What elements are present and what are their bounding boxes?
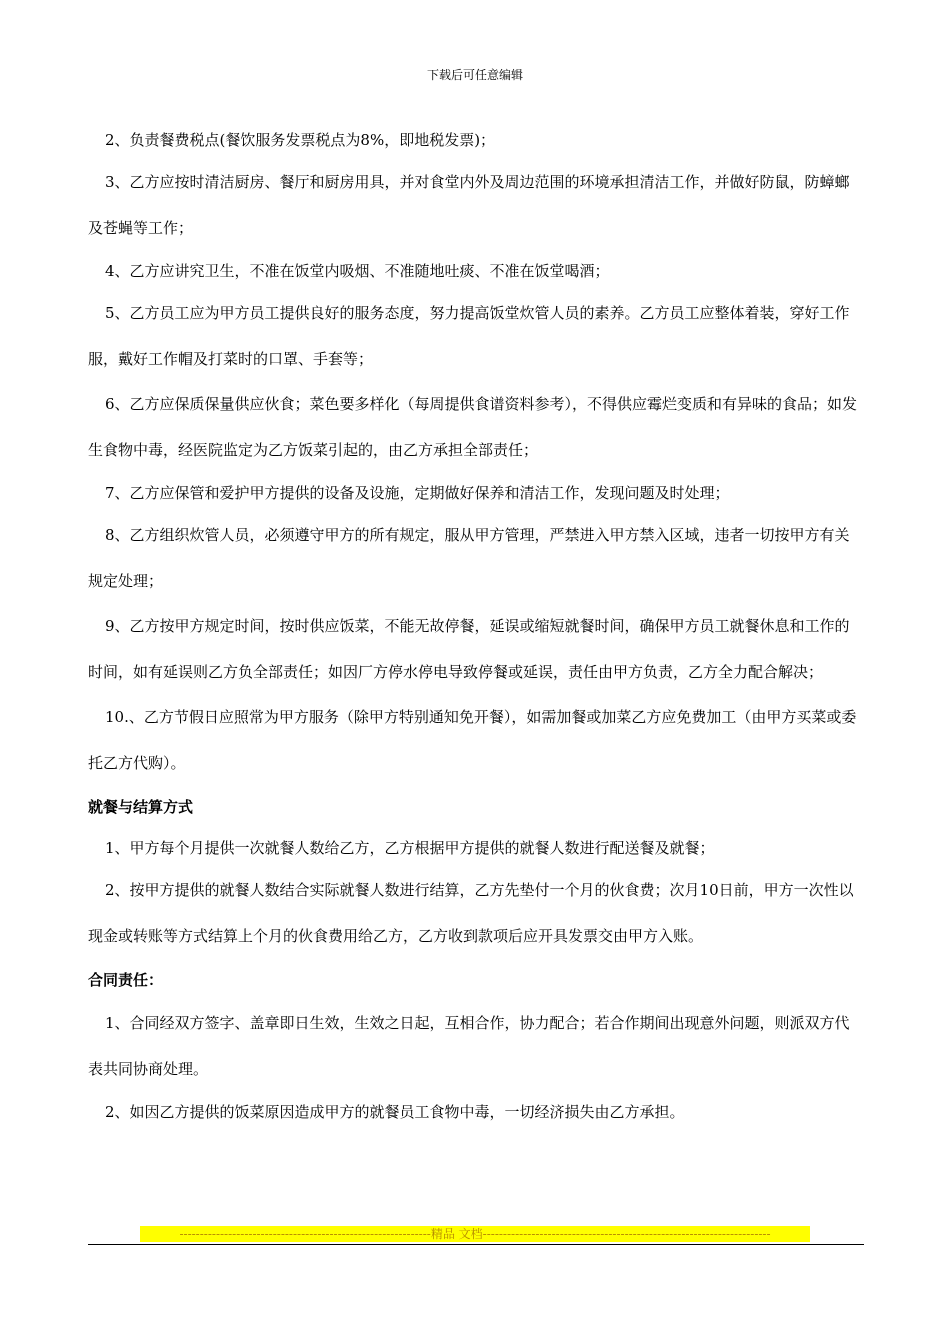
contract-item-1: 1、合同经双方签字、盖章即日生效，生效之日起，互相合作，协力配合；若合作期间出现意外问题，则派双方代表共同协商处理。 — [88, 1014, 850, 1078]
paragraph-item-10: 10.、乙方节假日应照常为甲方服务（除甲方特别通知免开餐），如需加餐或加菜乙方应免费加工（由甲方买菜或委托乙方代购）。 — [88, 708, 857, 772]
section-heading-settlement: 就餐与结算方式 — [88, 798, 194, 816]
paragraph-item-8: 8、乙方组织炊管人员，必须遵守甲方的所有规定，服从甲方管理，严禁进入甲方禁入区域，违者一切按甲方有关规定处理； — [88, 526, 850, 590]
settlement-item-1: 1、甲方每个月提供一次就餐人数给乙方，乙方根据甲方提供的就餐人数进行配送餐及就餐； — [105, 839, 715, 857]
paragraph-item-5: 5、乙方员工应为甲方员工提供良好的服务态度，努力提高饭堂炊管人员的素养。乙方员工应整体着装，穿好工作服，戴好工作帽及打菜时的口罩、手套等； — [88, 304, 850, 368]
document-body — [88, 120, 864, 1132]
paragraph-item-9: 9、乙方按甲方规定时间，按时供应饭菜，不能无故停餐，延误或缩短就餐时间，确保甲方员工就餐休息和工作的时间，如有延误则乙方负全部责任；如因厂方停水停电导致停餐或延误，责任由甲方负责，乙方全力配合解决； — [88, 617, 850, 681]
section-heading-contract: 合同责任： — [88, 971, 164, 989]
footer-divider — [88, 1244, 864, 1245]
paragraph-item-7: 7、乙方应保管和爱护甲方提供的设备及设施，定期做好保养和清洁工作，发现问题及时处理； — [105, 484, 730, 502]
page-header: 下载后可任意编辑 — [426, 68, 523, 82]
contract-item-2: 2、如因乙方提供的饭菜原因造成甲方的就餐员工食物中毒，一切经济损失由乙方承担。 — [105, 1103, 685, 1121]
settlement-item-2: 2、按甲方提供的就餐人数结合实际就餐人数进行结算，乙方先垫付一个月的伙食费；次月10日前，甲方一次性以现金或转账等方式结算上个月的伙食费用给乙方，乙方收到款项后应开具发票交由甲方入账。 — [88, 881, 854, 945]
paragraph-item-2: 2、负责餐费税点(餐饮服务发票税点为8%，即地税发票)； — [105, 131, 496, 149]
paragraph-item-4: 4、乙方应讲究卫生，不准在饭堂内吸烟、不准随地吐痰、不准在饭堂喝酒； — [105, 262, 610, 280]
paragraph-item-3: 3、乙方应按时清洁厨房、餐厅和厨房用具，并对食堂内外及周边范围的环境承担清洁工作，并做好防鼠，防蟑螂及苍蝇等工作； — [88, 173, 850, 237]
footer-banner: --------------------------------------------------------------精品 文档----------------------------------------------------------------------- — [140, 1226, 810, 1242]
paragraph-item-6: 6、乙方应保质保量供应伙食；菜色要多样化（每周提供食谱资料参考），不得供应霉烂变质和有异味的食品；如发生食物中毒，经医院监定为乙方饭菜引起的，由乙方承担全部责任； — [88, 395, 858, 459]
